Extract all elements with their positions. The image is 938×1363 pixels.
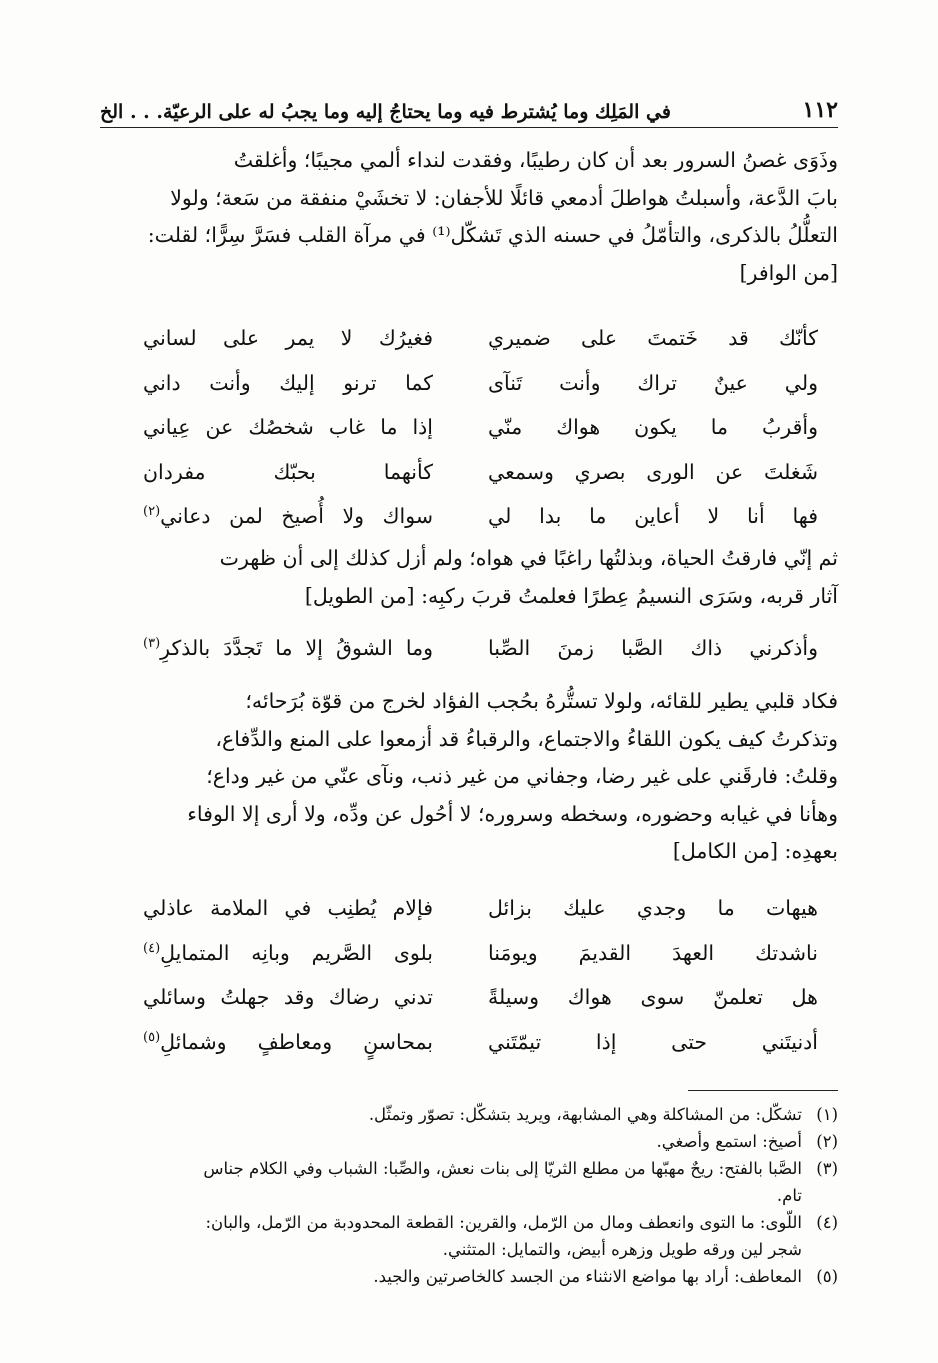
footnote-number: (٣) xyxy=(816,1159,838,1178)
verse-row xyxy=(100,886,838,931)
footnote-text: أصيخ: استمع وأصغي. xyxy=(656,1132,802,1151)
footnote-number: (٤) xyxy=(816,1213,838,1232)
verse-row xyxy=(100,931,838,976)
text-line: وقلتُ: فارقَني على غير رضا، وجفاني من غير ذنب، ونآى عنّي من غير وداع؛ xyxy=(206,764,838,788)
hemistich-first: ولي عينٌ تراك وأنت تَنآى xyxy=(488,370,818,395)
footnote-text: اللّوى: ما التوى وانعطف ومال من الرّمل، والقرين: القطعة المحدودبة من الرّمل، والبان: xyxy=(205,1213,802,1232)
hemistich-second: فغيرُك لا يمر على لساني xyxy=(143,326,433,351)
text-line: ثم إنّي فارقتُ الحياة، وبذلتُها راغبًا في هواه؛ ولم أزل كذلك إلى أن ظهرت xyxy=(219,546,838,570)
footnote-ref: (٤) xyxy=(143,940,161,956)
verse-row xyxy=(100,450,838,495)
hemistich-first: فها أنا لا أعاين ما بدا لي xyxy=(488,504,818,529)
poem-tawil xyxy=(100,626,838,671)
poem-wafir xyxy=(100,316,838,539)
footnote xyxy=(100,1155,838,1182)
text-line: آثار قربه، وسَرَى النسيمُ عِطرًا فعلمتُ قربَ ركبِه: [من الطويل] xyxy=(304,583,838,608)
text-line: فكاد قلبي يطير للقائه، ولولا تستُّرهُ بحُجب الفؤاد لخرج من قوّة بُرَحائه؛ xyxy=(245,689,838,713)
hemistich-second xyxy=(143,941,433,965)
footnote-text: المعاطف: أراد بها مواضع الانثناء من الجسد كالخاصرتين والجيد. xyxy=(373,1267,802,1286)
hemistich-first: هيهات ما وجدي عليك بزائل xyxy=(488,896,818,921)
footnote-continuation xyxy=(100,1182,838,1209)
hemistich-text: بلوى الصَّريم وبانِه المتمايلِ xyxy=(160,940,433,965)
text-line: بابَ الدَّعة، وأسبلتُ هواطلَ أدمعي قائلًا للأجفان: لا تخشَيْ منفقة من سَعة؛ ولولا xyxy=(170,185,838,210)
footnote-ref: (٣) xyxy=(143,636,161,652)
running-title: في المَلِك وما يُشترط فيه وما يحتاجُ إليه وما يجبُ له على الرعيّة. . . الخ xyxy=(100,101,671,123)
hemistich-first: أدنيتَني حتى إذا تيمّتَني xyxy=(488,1029,818,1054)
hemistich-second: تدني رضاك وقد جهلتُ وسائلي xyxy=(143,985,433,1010)
footnote xyxy=(100,1101,838,1128)
meter-label: [من الوافر] xyxy=(739,260,838,285)
hemistich-first: هل تعلمنّ سوى هواك وسيلةً xyxy=(488,985,818,1010)
hemistich-first: كأنّك قد خَتمتَ على ضميري xyxy=(488,326,818,351)
text-line: وهأنا في غيابه وحضوره، وسخطه وسروره؛ لا أحُول عن ودِّه، ولا أرى إلا الوفاء xyxy=(187,801,838,826)
poem-kamil xyxy=(100,886,838,1064)
footnote-number: (١) xyxy=(816,1105,838,1124)
hemistich-text: سواك ولا أُصيخ لمن دعاني xyxy=(160,504,433,529)
hemistich-second xyxy=(143,636,433,660)
verse-row xyxy=(100,1020,838,1065)
footnote-text: تام. xyxy=(776,1186,802,1205)
paragraph-3 xyxy=(100,683,838,871)
paragraph-2 xyxy=(100,540,838,615)
hemistich-text: بمحاسنٍ ومعاطفٍ وشمائلِ xyxy=(160,1029,433,1054)
running-header xyxy=(100,86,838,128)
paragraph-1 xyxy=(100,142,838,292)
hemistich-first: وأذكرني ذاك الصَّبا زمنَ الصِّبا xyxy=(488,636,818,661)
hemistich-second: إذا ما غاب شخصُك عن عِياني xyxy=(143,415,433,440)
footnote xyxy=(100,1263,838,1290)
footnote-number: (٥) xyxy=(816,1267,838,1286)
footnotes xyxy=(100,1101,838,1290)
hemistich-second xyxy=(143,504,433,528)
hemistich-first: وأقربُ ما يكون هواك منّي xyxy=(488,415,818,440)
meter-label: بعهدِه: [من الكامل] xyxy=(672,839,838,863)
text-line: التعلُّلُ بالذكرى، والتأمّلُ في حسنه الذي تَشكّل⁽¹⁾ في مرآة القلب فسَرَّ سِرًّا؛ لقلت: xyxy=(147,223,838,247)
hemistich-second: كما ترنو إليك وأنت داني xyxy=(143,370,433,395)
text-line: وذَوَى غصنُ السرور بعد أن كان رطيبًا، وفقدت لنداء ألمي مجيبًا؛ وأغلقتُ xyxy=(233,148,838,172)
footnote-ref: (٢) xyxy=(143,504,161,520)
hemistich-first: ناشدتك العهدَ القديمَ ويومَنا xyxy=(488,940,818,965)
verse-row xyxy=(100,316,838,361)
footnote-text: تشكّل: من المشاكلة وهي المشابهة، ويريد بتشكّل: تصوّر وتمثّل. xyxy=(368,1105,802,1124)
footnote-text: شجر لين ورقه طويل وزهره أبيض، والتمايل: المتثني. xyxy=(442,1240,802,1259)
hemistich-second: فإلام يُطنِب في الملامة عاذلي xyxy=(143,896,433,921)
footnote-number: (٢) xyxy=(816,1132,838,1151)
verse-row xyxy=(100,361,838,406)
verse-row xyxy=(100,975,838,1020)
footnote-divider xyxy=(688,1090,838,1091)
hemistich-second xyxy=(143,1030,433,1054)
footnote xyxy=(100,1209,838,1236)
footnote-continuation xyxy=(100,1236,838,1263)
hemistich-second: كأنهما بحبّك مفردان xyxy=(143,459,433,484)
verse-row xyxy=(100,626,838,671)
page-number: ١١٢ xyxy=(802,97,838,123)
hemistich-text: وما الشوقُ إلا ما تَجدَّدَ بالذكرِ xyxy=(160,636,433,661)
text-line: وتذكرتُ كيف يكون اللقاءُ والاجتماع، والرقباءُ قد أزمعوا على المنع والدِّفاع، xyxy=(215,726,838,751)
footnote xyxy=(100,1128,838,1155)
verse-row xyxy=(100,494,838,539)
footnote-text: الصَّبا بالفتح: ريحٌ مهبّها من مطلع الثريّا إلى بنات نعش، والصِّبا: الشباب وفي الكلام جناس xyxy=(203,1159,802,1178)
hemistich-first: شَغلتَ عن الورى بصري وسمعي xyxy=(488,459,818,484)
verse-row xyxy=(100,405,838,450)
footnote-ref: (٥) xyxy=(143,1029,161,1045)
